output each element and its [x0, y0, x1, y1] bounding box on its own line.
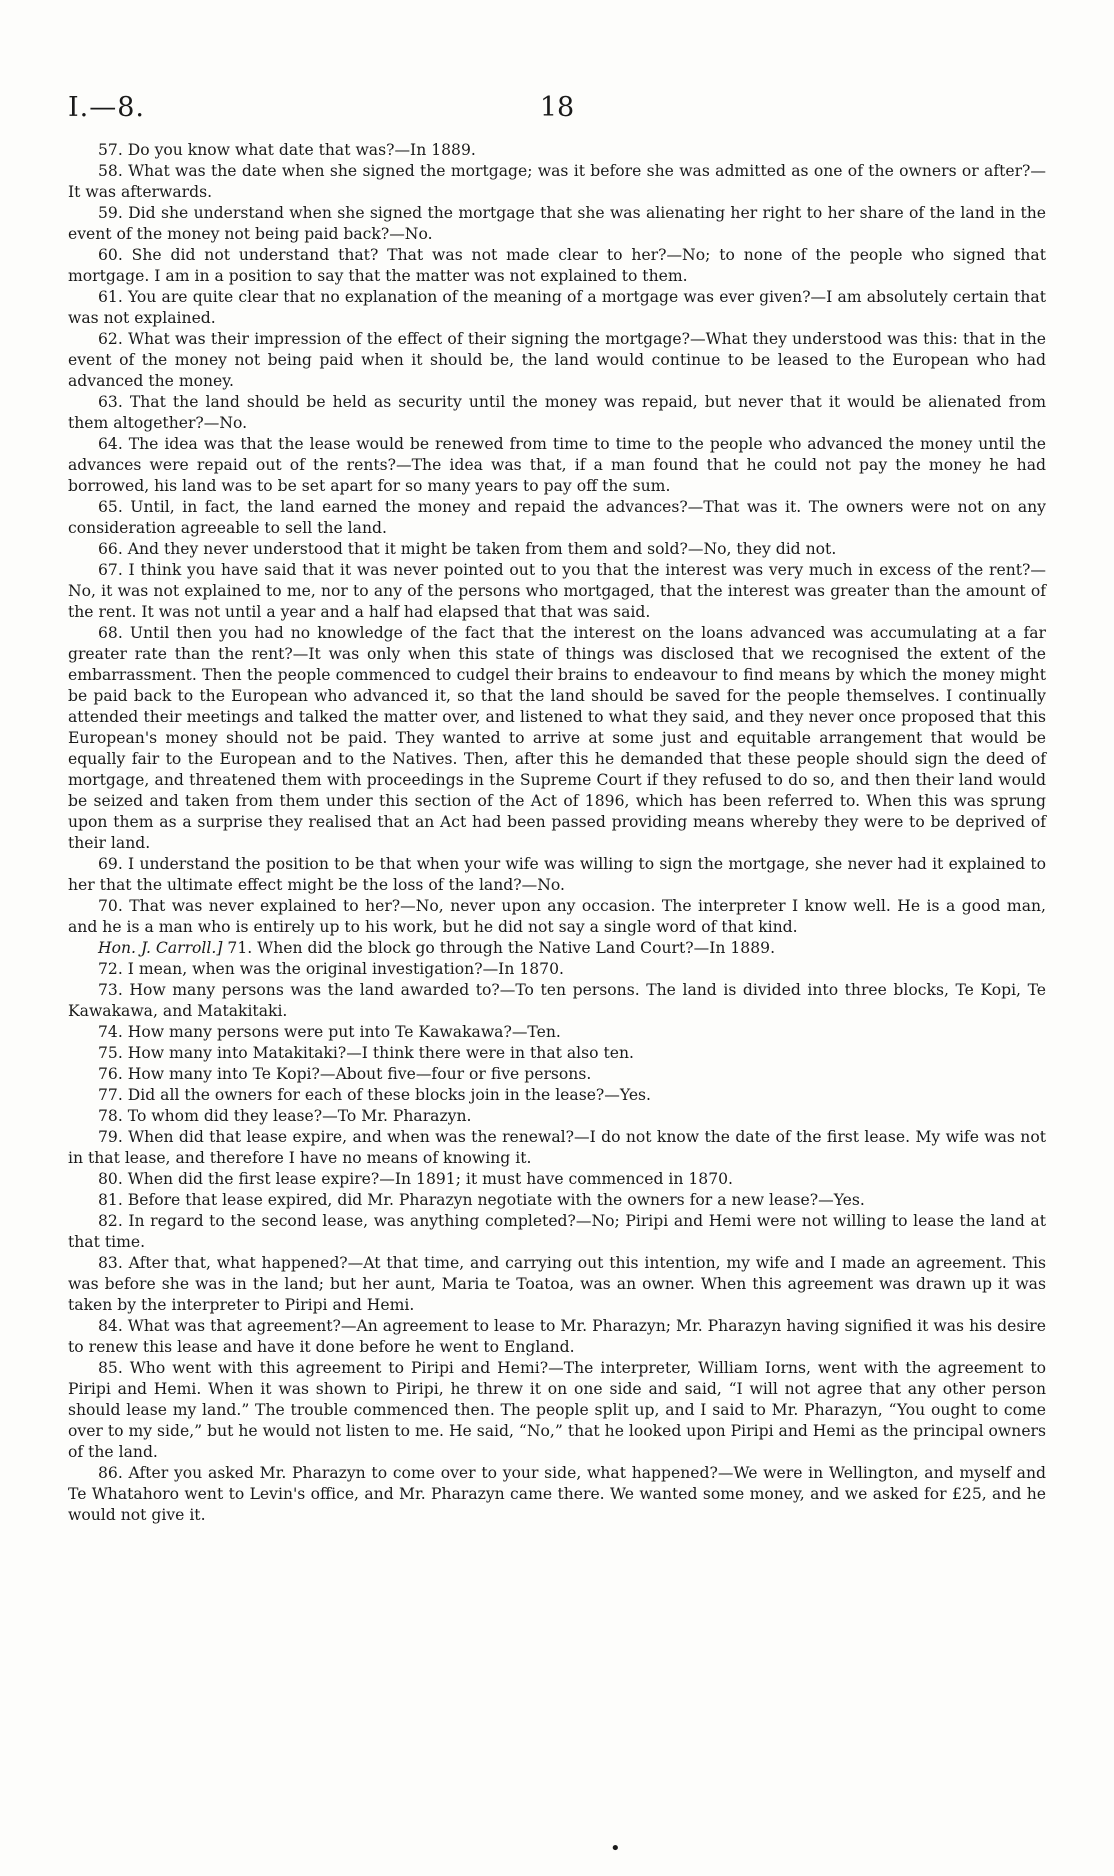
paragraph-83: 83. After that, what happened?—At that time, and carrying out this intention, my wife and I made an agreement. This was before she was in the land; but her aunt, Maria te Toatoa, was an owner. When this agreement was drawn up it was taken by the interpreter to Piripi and Hemi.	[68, 1254, 1046, 1314]
paragraph-59: 59. Did she understand when she signed the mortgage that she was alienating her right to her share of the land in the event of the money not being paid back?—No.	[68, 204, 1046, 243]
paragraph-79: 79. When did that lease expire, and when was the renewal?—I do not know the date of the first lease. My wife was not in that lease, and therefore I have no means of knowing it.	[68, 1128, 1046, 1167]
speaker-note: Hon. J. Carroll.]	[98, 939, 223, 957]
paragraph-70: 70. That was never explained to her?—No, never upon any occasion. The interpreter I know well. He is a good man, and he is a man who is entirely up to his work, but he did not say a single word of that kind.	[68, 897, 1046, 936]
paragraph-80: 80. When did the first lease expire?—In 1891; it must have commenced in 1870.	[98, 1170, 734, 1188]
paragraph-72: 72. I mean, when was the original investigation?—In 1870.	[98, 960, 564, 978]
paragraph-57: 57. Do you know what date that was?—In 1889.	[98, 141, 476, 159]
footer-mark: •	[610, 1838, 621, 1859]
paragraph-75: 75. How many into Matakitaki?—I think there were in that also ten.	[98, 1044, 634, 1062]
paragraph-81: 81. Before that lease expired, did Mr. Pharazyn negotiate with the owners for a new lease?—Yes.	[98, 1191, 865, 1209]
paragraph-69: 69. I understand the position to be that when your wife was willing to sign the mortgage, she never had it explained to her that the ultimate effect might be the loss of the land?—No.	[68, 855, 1046, 894]
paragraph-77: 77. Did all the owners for each of these blocks join in the lease?—Yes.	[98, 1086, 652, 1104]
paragraph-84: 84. What was that agreement?—An agreement to lease to Mr. Pharazyn; Mr. Pharazyn having signified it was his desire to renew this lease and have it done before he went to England.	[68, 1317, 1046, 1356]
paragraph-71-text: 71. When did the block go through the Native Land Court?—In 1889.	[227, 939, 776, 957]
page-number: 18	[539, 92, 575, 123]
paragraph-65: 65. Until, in fact, the land earned the money and repaid the advances?—That was it. The owners were not on any consideration agreeable to sell the land.	[68, 498, 1046, 537]
paragraph-61: 61. You are quite clear that no explanation of the meaning of a mortgage was ever given?—I am absolutely certain that was not explained.	[68, 288, 1046, 327]
paragraph-82: 82. In regard to the second lease, was anything completed?—No; Piripi and Hemi were not willing to lease the land at that time.	[68, 1212, 1046, 1251]
paragraph-86: 86. After you asked Mr. Pharazyn to come over to your side, what happened?—We were in Wellington, and myself and Te Whatahoro went to Levin's office, and Mr. Pharazyn came there. We wanted some money, and we asked for £25, and he would not give it.	[68, 1464, 1046, 1524]
page-header	[68, 92, 1046, 126]
paragraph-62: 62. What was their impression of the effect of their signing the mortgage?—What they understood was this: that in the event of the money not being paid when it should be, the land would continue to be leased to the European who had advanced the money.	[68, 330, 1046, 390]
minutes-body	[68, 140, 1046, 1526]
paragraph-74: 74. How many persons were put into Te Kawakawa?—Ten.	[98, 1023, 561, 1041]
paragraph-66: 66. And they never understood that it might be taken from them and sold?—No, they did not.	[98, 540, 837, 558]
paragraph-63: 63. That the land should be held as security until the money was repaid, but never that it would be alienated from them altogether?—No.	[68, 393, 1046, 432]
paragraph-73: 73. How many persons was the land awarded to?—To ten persons. The land is divided into three blocks, Te Kopi, Te Kawakawa, and Matakitaki.	[68, 981, 1046, 1020]
paragraph-76: 76. How many into Te Kopi?—About five—four or five persons.	[98, 1065, 592, 1083]
parliamentary-paper-ref: I.—8.	[68, 92, 146, 123]
paragraph-78: 78. To whom did they lease?—To Mr. Pharazyn.	[98, 1107, 472, 1125]
paragraph-71	[68, 938, 1046, 959]
paragraph-85: 85. Who went with this agreement to Piripi and Hemi?—The interpreter, William Iorns, went with the agreement to Piripi and Hemi. When it was shown to Piripi, he threw it on one side and said, “I will not agree that any other person should lease my land.” The trouble commenced then. The people split up, and I said to Mr. Pharazyn, “You ought to come over to my side,” but he would not listen to me. He said, “No,” that he looked upon Piripi and Hemi as the principal owners of the land.	[68, 1359, 1046, 1461]
paragraph-58: 58. What was the date when she signed the mortgage; was it before she was admitted as one of the owners or after?—It was afterwards.	[68, 162, 1046, 201]
paragraph-68: 68. Until then you had no knowledge of the fact that the interest on the loans advanced was accumulating at a far greater rate than the rent?—It was only when this state of things was disclosed that we recognised the extent of the embarrassment. Then the people commenced to cudgel their brains to endeavour to find means by which the money might be paid back to the European who advanced it, so that the land should be saved for the people themselves. I continually attended their meetings and talked the matter over, and listened to what they said, and they never once proposed that this European's money should not be paid. They wanted to arrive at some just and equitable arrangement that would be equally fair to the European and to the Natives. Then, after this he demanded that these people should sign the deed of mortgage, and threatened them with proceedings in the Supreme Court if they refused to do so, and then their land would be seized and taken from them under this section of the Act of 1896, which has been referred to. When this was sprung upon them as a surprise they realised that an Act had been passed providing means whereby they were to be deprived of their land.	[68, 624, 1046, 852]
paragraph-67: 67. I think you have said that it was never pointed out to you that the interest was very much in excess of the rent?—No, it was not explained to me, nor to any of the persons who mortgaged, that the interest was greater than the amount of the rent. It was not until a year and a half had elapsed that that was said.	[68, 561, 1046, 621]
paragraph-64: 64. The idea was that the lease would be renewed from time to time to the people who advanced the money until the advances were repaid out of the rents?—The idea was that, if a man found that he could not pay the money he had borrowed, his land was to be set apart for so many years to pay off the sum.	[68, 435, 1046, 495]
paragraph-60: 60. She did not understand that? That was not made clear to her?—No; to none of the people who signed that mortgage. I am in a position to say that the matter was not explained to them.	[68, 246, 1046, 285]
